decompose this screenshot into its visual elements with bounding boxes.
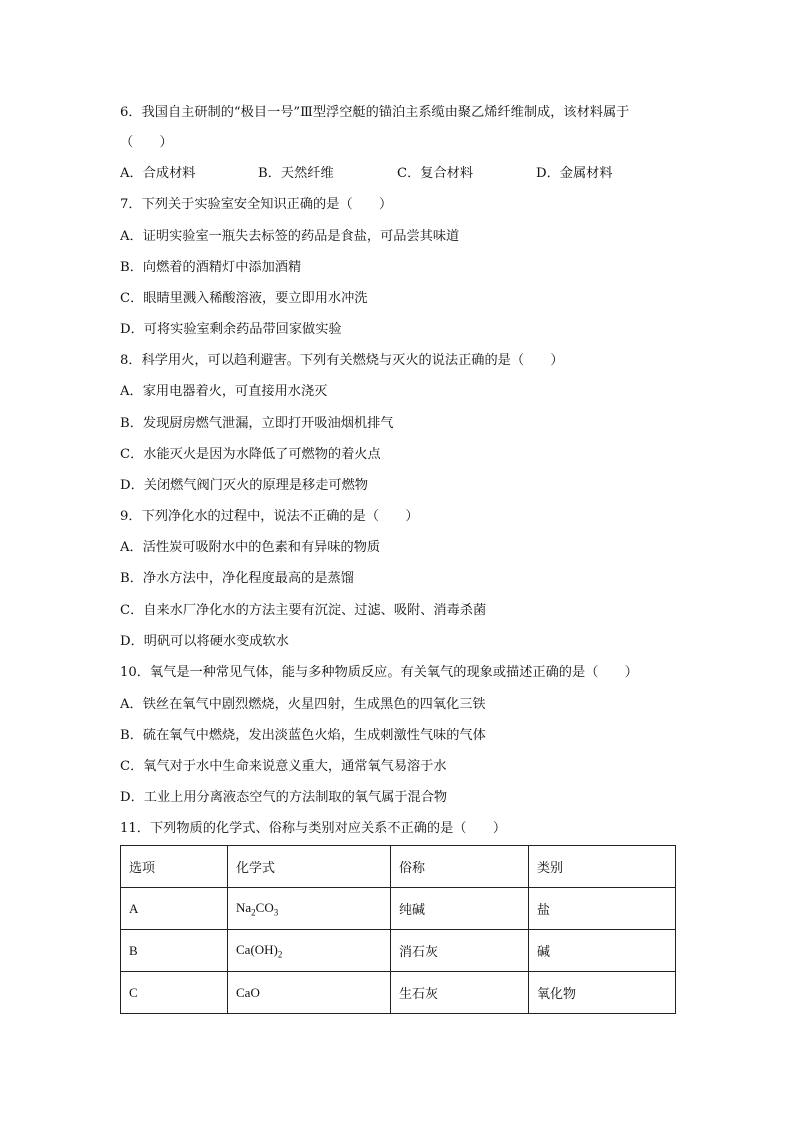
q6-options [120, 165, 613, 183]
q10-option-b: B．硫在氧气中燃烧，发出淡蓝色火焰，生成刺激性气味的气体 [120, 728, 486, 743]
q8-option-b: B．发现厨房燃气泄漏，立即打开吸油烟机排气 [120, 416, 394, 431]
header-formula: 化学式 [228, 846, 391, 888]
header-category: 类别 [529, 846, 676, 888]
q6-stem-line2: （ ） [120, 135, 173, 150]
q8-stem: 8．科学用火，可以趋利避害。下列有关燃烧与灭火的说法正确的是（ ） [120, 353, 564, 368]
q6-option-d: D．金属材料 [536, 166, 613, 181]
header-option: 选项 [121, 846, 228, 888]
header-common-name: 俗称 [391, 846, 529, 888]
row-category: 盐 [529, 888, 676, 930]
q9-option-d: D．明矾可以将硬水变成软水 [120, 634, 289, 649]
q6-option-c: C．复合材料 [397, 166, 474, 181]
row-option: B [121, 930, 228, 972]
table-row [121, 888, 676, 930]
row-formula: $Ca(OH)_2$ [228, 930, 391, 972]
row-common-name: 生石灰 [391, 972, 529, 1014]
row-formula: $Na_2CO_3$ [228, 888, 391, 930]
row-category: 氧化物 [529, 972, 676, 1014]
q11-table [120, 845, 676, 1014]
q9-option-c: C．自来水厂净化水的方法主要有沉淀、过滤、吸附、消毒杀菌 [120, 603, 487, 618]
table-header-row [121, 846, 676, 888]
q7-option-b: B．向燃着的酒精灯中添加酒精 [120, 260, 302, 275]
q6-stem-line1: 6．我国自主研制的“极目一号”Ⅲ型浮空艇的锚泊主系缆由聚乙烯纤维制成，该材料属于 [120, 105, 630, 120]
q9-stem: 9．下列净化水的过程中，说法不正确的是（ ） [120, 509, 419, 524]
q9-option-b: B．净水方法中，净化程度最高的是蒸馏 [120, 571, 354, 586]
q8-option-a: A．家用电器着火，可直接用水浇灭 [120, 384, 328, 399]
q6-option-b: B．天然纤维 [258, 166, 334, 181]
q10-stem: 10．氧气是一种常见气体，能与多种物质反应。有关氧气的现象或描述正确的是（ ） [120, 665, 638, 680]
q10-option-a: A．铁丝在氧气中剧烈燃烧，火星四射，生成黑色的四氧化三铁 [120, 697, 486, 712]
q10-option-d: D．工业上用分离液态空气的方法制取的氧气属于混合物 [120, 790, 448, 805]
table-row [121, 972, 676, 1014]
row-formula: CaO [228, 972, 391, 1014]
q6-option-a: A．合成材料 [120, 166, 196, 181]
row-category: 碱 [529, 930, 676, 972]
q10-option-c: C．氧气对于水中生命来说意义重大，通常氧气易溶于水 [120, 759, 447, 774]
q8-option-c: C．水能灭火是因为水降低了可燃物的着火点 [120, 447, 381, 462]
table-row [121, 930, 676, 972]
q8-option-d: D．关闭燃气阀门灭火的原理是移走可燃物 [120, 478, 368, 493]
row-option: C [121, 972, 228, 1014]
q7-option-a: A．证明实验室一瓶失去标签的药品是食盐，可品尝其味道 [120, 229, 460, 244]
q11-stem: 11．下列物质的化学式、俗称与类别对应关系不正确的是（ ） [120, 821, 507, 836]
row-common-name: 纯碱 [391, 888, 529, 930]
row-option: A [121, 888, 228, 930]
q7-option-d: D．可将实验室剩余药品带回家做实验 [120, 322, 342, 337]
q7-stem: 7．下列关于实验室安全知识正确的是（ ） [120, 197, 393, 212]
row-common-name: 消石灰 [391, 930, 529, 972]
q9-option-a: A．活性炭可吸附水中的色素和有异味的物质 [120, 540, 381, 555]
q7-option-c: C．眼睛里溅入稀酸溶液，要立即用水冲洗 [120, 291, 368, 306]
